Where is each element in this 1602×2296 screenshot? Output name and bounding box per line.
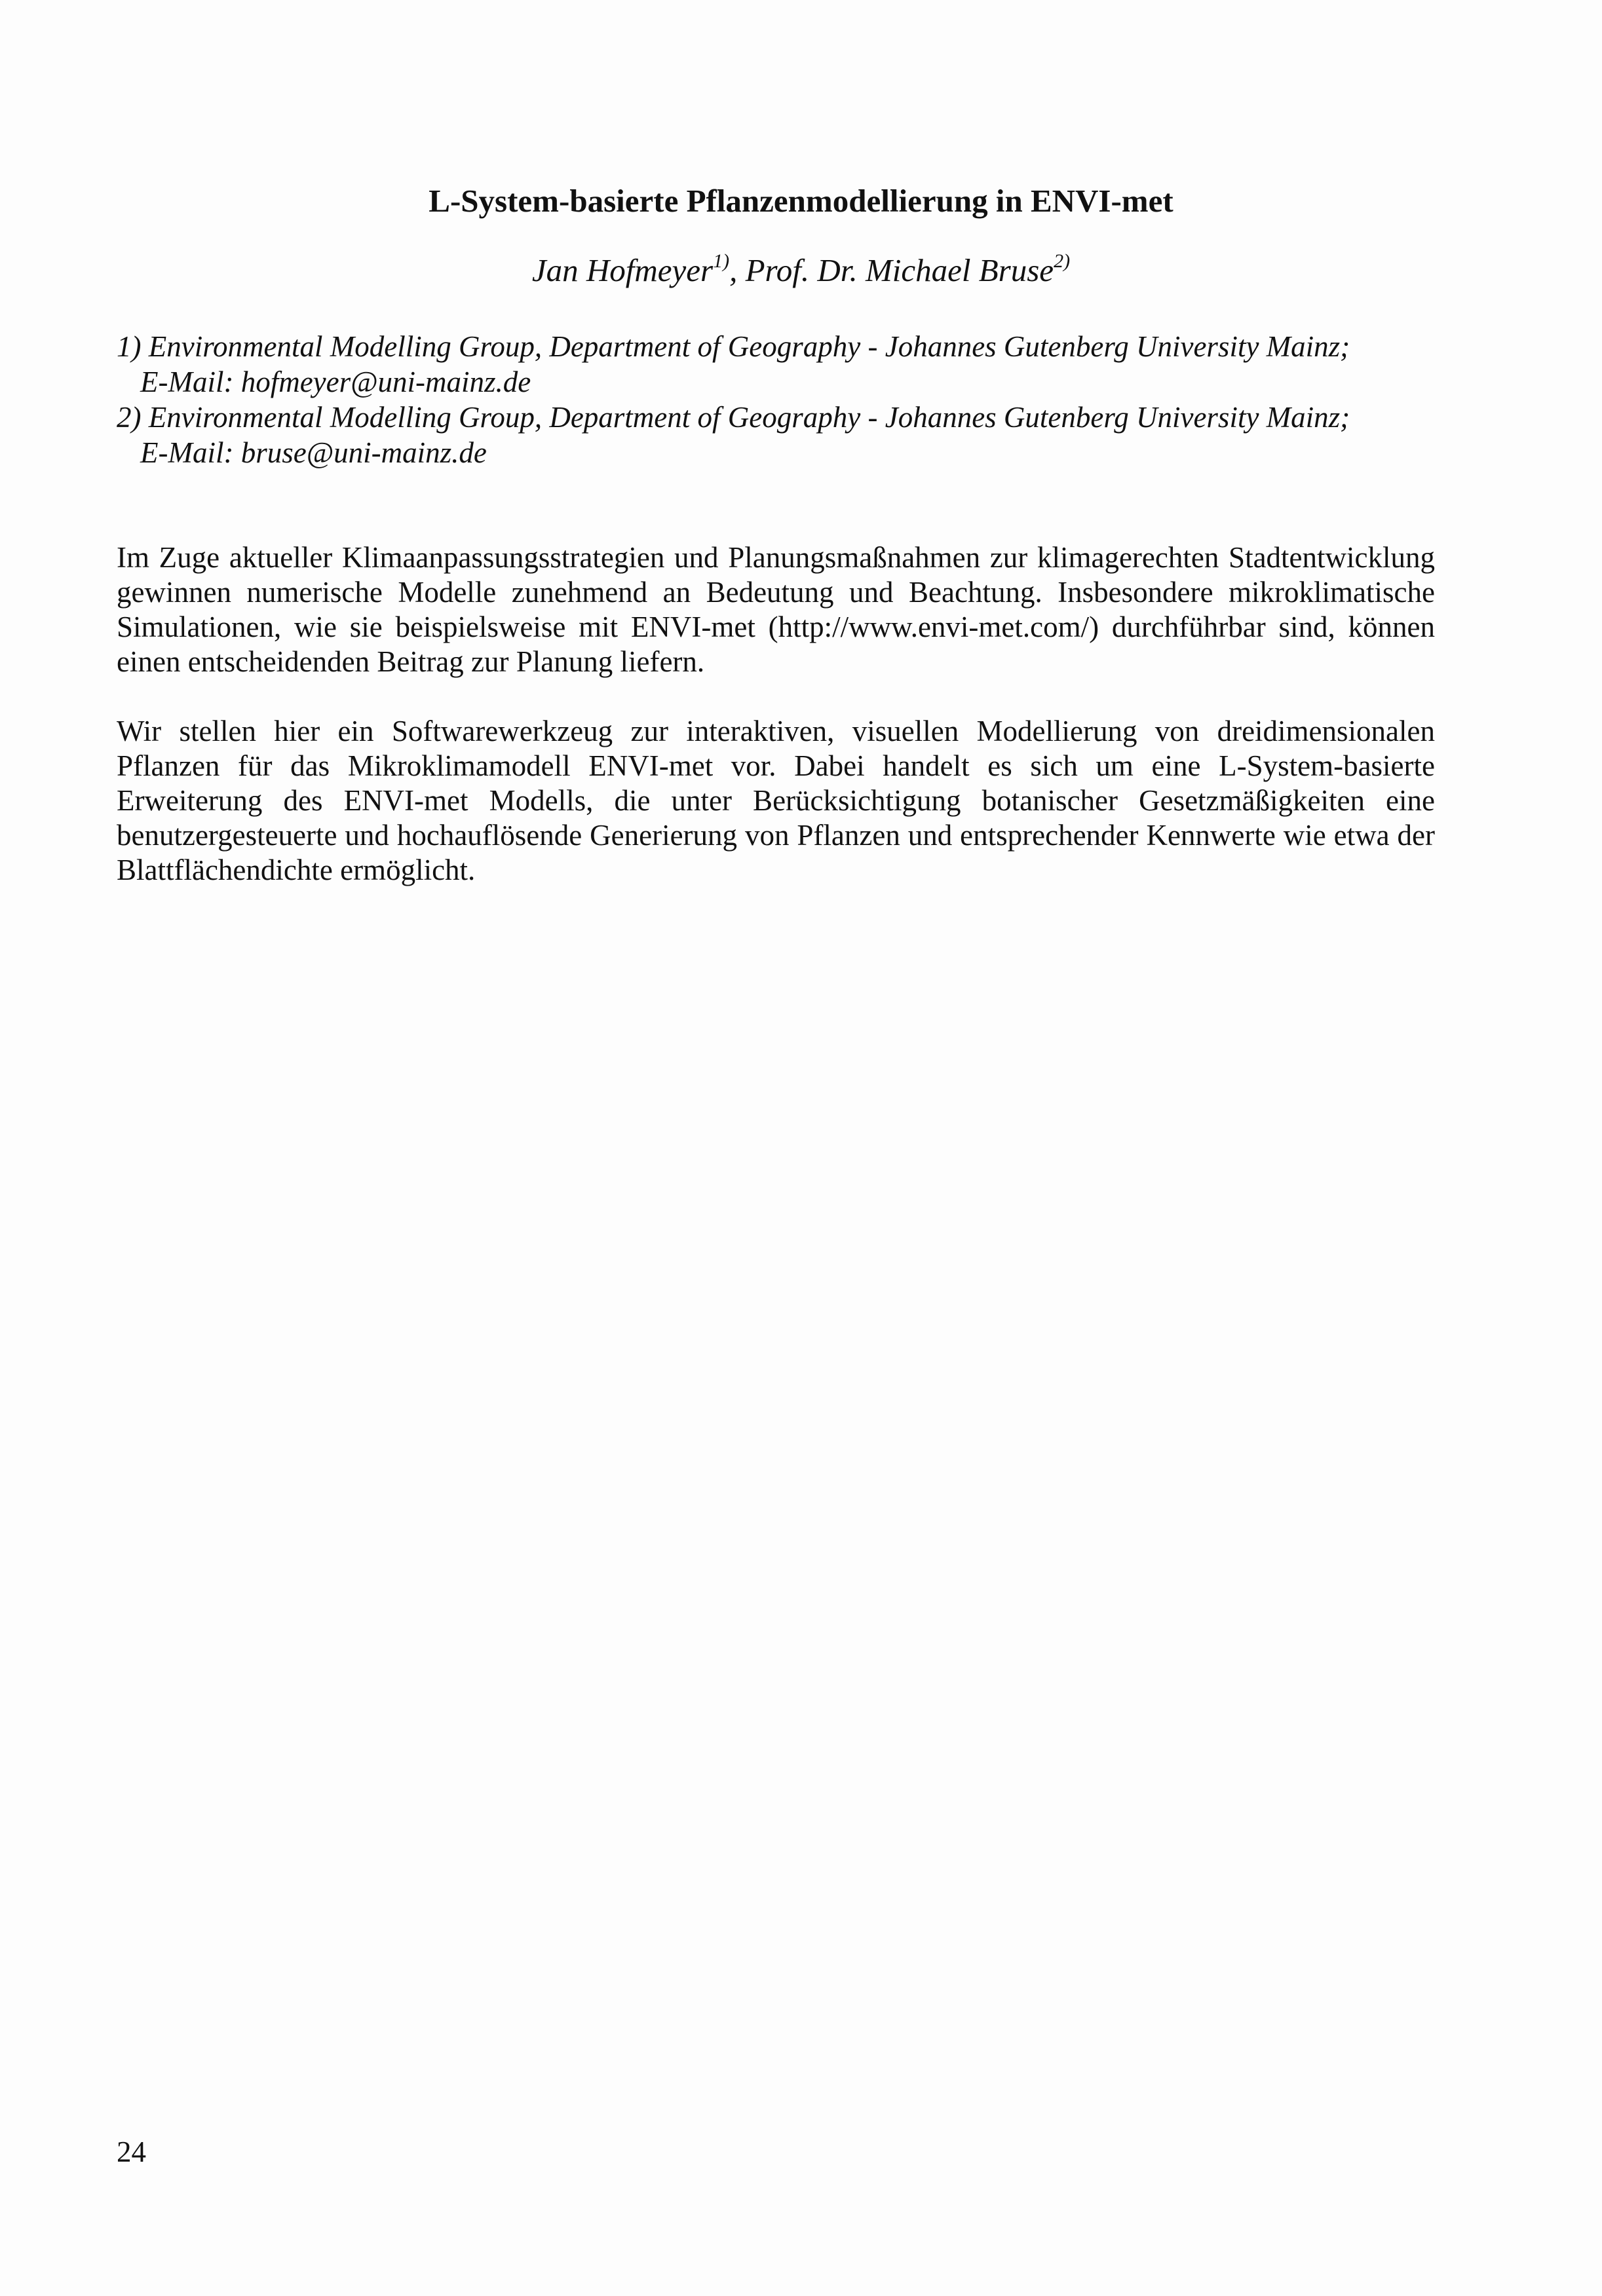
page-number: 24 bbox=[117, 2136, 146, 2168]
affiliation-email: E-Mail: bruse@uni-mainz.de bbox=[140, 436, 487, 469]
author-name: Jan Hofmeyer bbox=[531, 252, 714, 288]
affiliation-list bbox=[117, 329, 1427, 470]
author-name: Prof. Dr. Michael Bruse bbox=[745, 252, 1054, 288]
author-line bbox=[0, 248, 1602, 293]
body-paragraph: Wir stellen hier ein Softwarewerkzeug zur interaktiven, visuellen Modellierung von dreidimensionalen Pflanzen für das Mikroklimamodell ENVI-met vor. Dabei handelt es sich um eine L-System-basierte Erweiterung des ENVI-met Modells, die unter Berücksichtigung botanischer Gesetzmäßigkeiten eine benutzergesteuerte und hochauflösende Generierung von Pflanzen und entsprechender Kennwerte wie etwa der Blattflächendichte ermöglicht. bbox=[117, 715, 1435, 886]
body-paragraph: Im Zuge aktueller Klimaanpassungsstrategien und Planungsmaßnahmen zur klimagerechten Stadtentwicklung gewinnen numerische Modelle zunehmend an Bedeutung und Beachtung. Insbesondere mikroklimatische Simulationen, wie sie beispielsweise mit ENVI-met (http://www.envi-met.com/) durchführbar sind, können einen entscheidenden Beitrag zur Planung liefern. bbox=[117, 541, 1435, 678]
author-affiliation-marker: 1) bbox=[713, 250, 730, 272]
author-affiliation-marker: 2) bbox=[1054, 250, 1071, 272]
affiliation-email: E-Mail: hofmeyer@uni-mainz.de bbox=[140, 366, 531, 398]
author-separator: , bbox=[729, 252, 746, 288]
affiliation-line: 1) Environmental Modelling Group, Department of Geography - Johannes Gutenberg University Mainz; bbox=[117, 330, 1350, 363]
affiliation-line: 2) Environmental Modelling Group, Department of Geography - Johannes Gutenberg University Mainz; bbox=[117, 401, 1350, 434]
paper-title: L-System-basierte Pflanzenmodellierung in ENVI-met bbox=[429, 183, 1173, 219]
